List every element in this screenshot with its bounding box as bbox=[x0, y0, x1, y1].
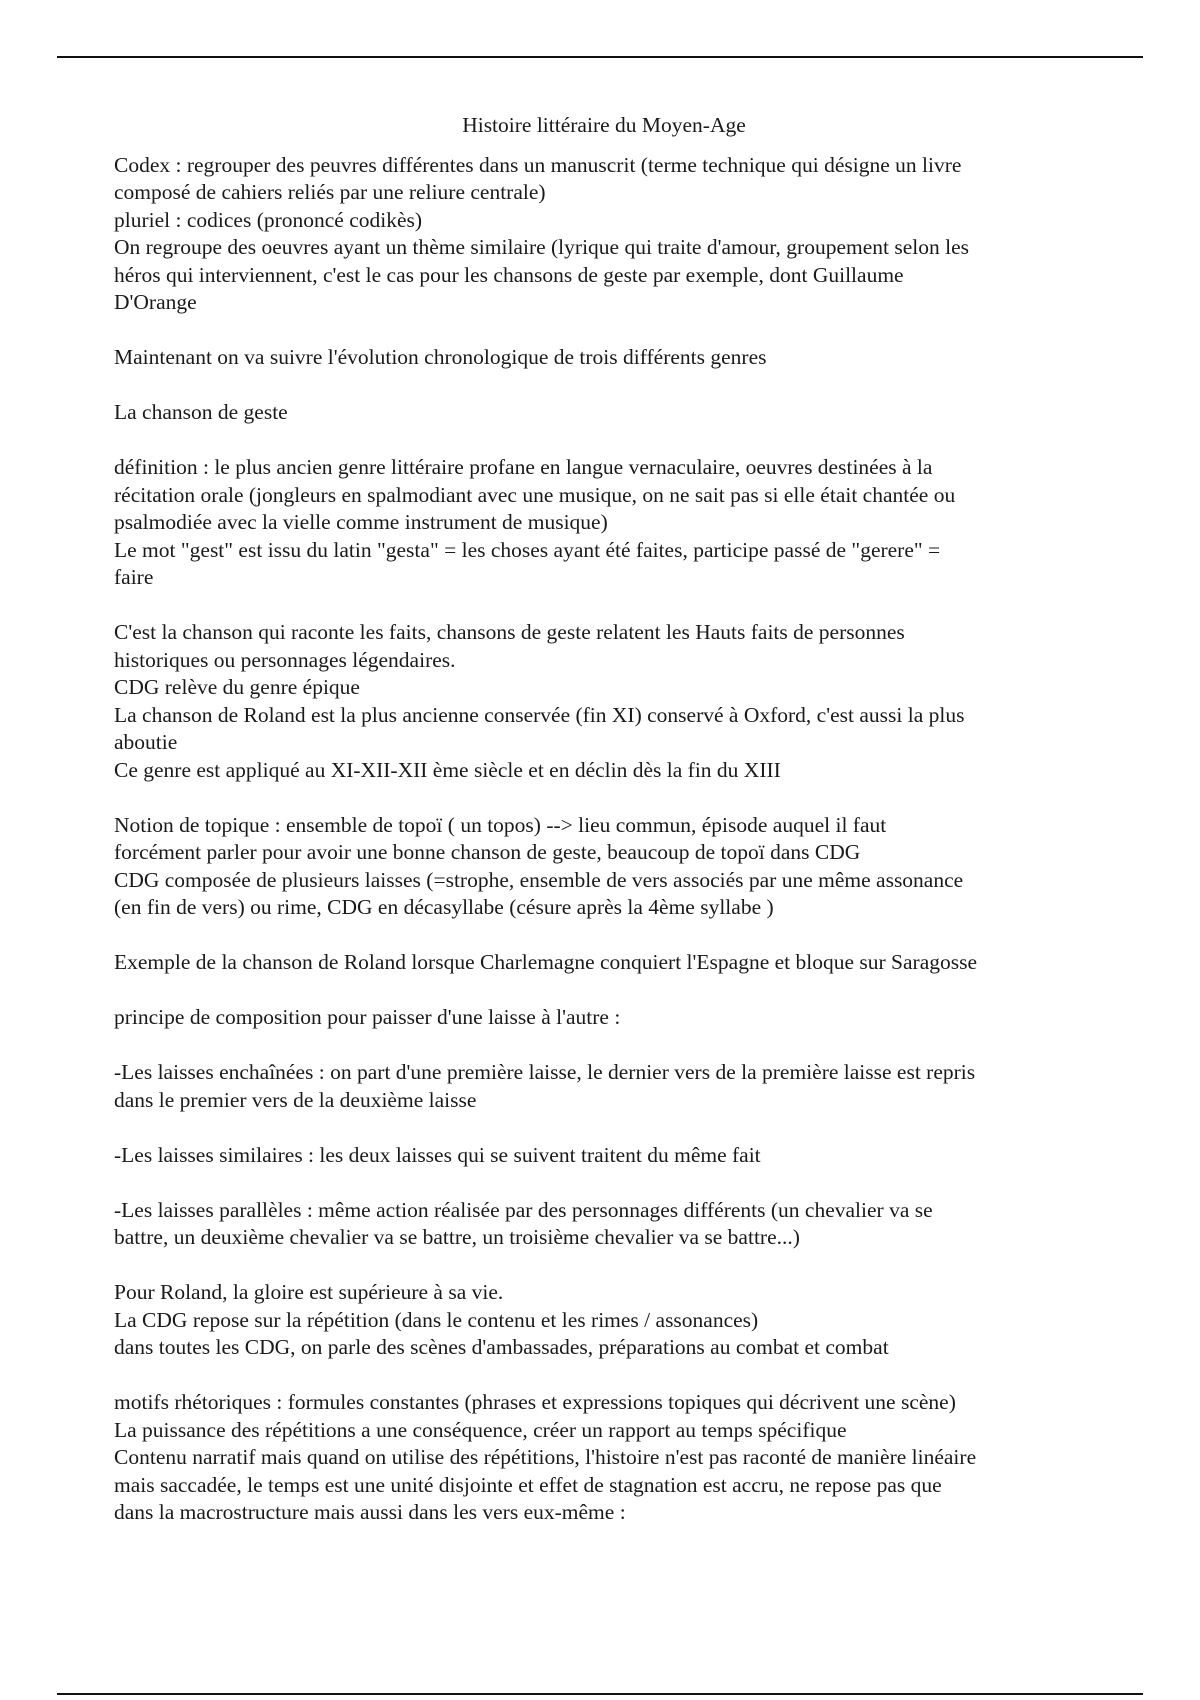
text-line: (en fin de vers) ou rime, CDG en décasyllabe (césure après la 4ème syllabe ) bbox=[114, 895, 774, 919]
text-line: définition : le plus ancien genre littéraire profane en langue vernaculaire, oeuvres destinées à la bbox=[114, 455, 933, 479]
text-line: Codex : regrouper des peuvres différentes dans un manuscrit (terme technique qui désigne un livre bbox=[114, 152, 962, 177]
paragraph bbox=[114, 1197, 1094, 1252]
text-line: forcément parler pour avoir une bonne chanson de geste, beaucoup de topoï dans CDG bbox=[114, 840, 861, 864]
text-line: aboutie bbox=[114, 730, 178, 754]
text-line: C'est la chanson qui raconte les faits, chansons de geste relatent les Hauts faits de personnes bbox=[114, 620, 905, 644]
paragraph bbox=[114, 1059, 1094, 1114]
text-line: historiques ou personnages légendaires. bbox=[114, 647, 456, 672]
text-line: On regroupe des oeuvres ayant un thème similaire (lyrique qui traite d'amour, groupement selon les bbox=[114, 235, 969, 259]
text-line: Contenu narratif mais quand on utilise des répétitions, l'histoire n'est pas raconté de manière linéaire bbox=[114, 1445, 977, 1469]
top-rule bbox=[57, 56, 1143, 58]
paragraph bbox=[114, 1389, 1094, 1527]
text-line: motifs rhétoriques : formules constantes (phrases et expressions topiques qui décrivent une scène) bbox=[114, 1390, 956, 1414]
text-line: La chanson de Roland est la plus ancienne conservée (fin XI) conservé à Oxford, c'est aussi la plus bbox=[114, 702, 965, 727]
text-line: Exemple de la chanson de Roland lorsque Charlemagne conquiert l'Espagne et bloque sur Saragosse bbox=[114, 950, 978, 974]
text-line: CDG composée de plusieurs laisses (=strophe, ensemble de vers associés par une même assonance bbox=[114, 867, 964, 892]
bottom-rule bbox=[57, 1693, 1143, 1695]
text-line: Pour Roland, la gloire est supérieure à sa vie. bbox=[114, 1280, 504, 1304]
text-line: CDG relève du genre épique bbox=[114, 675, 360, 699]
text-line: D'Orange bbox=[114, 290, 197, 314]
text-line: faire bbox=[114, 565, 154, 589]
text-line: -Les laisses parallèles : même action réalisée par des personnages différents (un chevalier va se bbox=[114, 1197, 933, 1222]
text-line: Maintenant on va suivre l'évolution chronologique de trois différents genres bbox=[114, 345, 767, 369]
text-line: dans le premier vers de la deuxième laisse bbox=[114, 1087, 477, 1112]
text-line: récitation orale (jongleurs en spalmodiant avec une musique, on ne sait pas si elle était chantée ou bbox=[114, 482, 956, 507]
text-line: dans la macrostructure mais aussi dans les vers eux-même : bbox=[114, 1500, 626, 1524]
text-line: -Les laisses similaires : les deux laisses qui se suivent traitent du même fait bbox=[114, 1142, 761, 1167]
document-content bbox=[114, 152, 1094, 1527]
paragraph bbox=[114, 812, 1094, 922]
text-line: -Les laisses enchaînées : on part d'une première laisse, le dernier vers de la première laisse est repris bbox=[114, 1060, 976, 1084]
text-line: pluriel : codices (prononcé codikès) bbox=[114, 207, 423, 232]
paragraph bbox=[114, 399, 1094, 427]
paragraph bbox=[114, 1142, 1094, 1170]
text-line: héros qui interviennent, c'est le cas pour les chansons de geste par exemple, dont Guillaume bbox=[114, 262, 904, 287]
text-line: mais saccadée, le temps est une unité disjointe et effet de stagnation est accru, ne repose pas que bbox=[114, 1472, 942, 1497]
text-line: composé de cahiers reliés par une reliure centrale) bbox=[114, 180, 546, 204]
text-line: Le mot "gest" est issu du latin "gesta" = les choses ayant été faites, participe passé de "gerere" = bbox=[114, 537, 941, 562]
text-line: principe de composition pour paisser d'une laisse à l'autre : bbox=[114, 1005, 621, 1029]
text-line: La chanson de geste bbox=[114, 400, 288, 424]
text-line: La CDG repose sur la répétition (dans le contenu et les rimes / assonances) bbox=[114, 1307, 759, 1332]
text-line: Notion de topique : ensemble de topoï ( un topos) --> lieu commun, épisode auquel il faut bbox=[114, 812, 887, 837]
paragraph bbox=[114, 1004, 1094, 1032]
text-line: psalmodiée avec la vielle comme instrument de musique) bbox=[114, 510, 608, 534]
text-line: Ce genre est appliqué au XI-XII-XII ème siècle et en déclin dès la fin du XIII bbox=[114, 757, 781, 782]
paragraph bbox=[114, 454, 1094, 592]
text-line: dans toutes les CDG, on parle des scènes d'ambassades, préparations au combat et combat bbox=[114, 1335, 889, 1359]
text-line: battre, un deuxième chevalier va se battre, un troisième chevalier va se battre...) bbox=[114, 1225, 800, 1249]
paragraph bbox=[114, 949, 1094, 977]
paragraph bbox=[114, 619, 1094, 784]
paragraph bbox=[114, 344, 1094, 372]
paragraph bbox=[114, 152, 1094, 317]
page-title: Histoire littéraire du Moyen-Age bbox=[462, 113, 746, 137]
page-body bbox=[114, 112, 1094, 1527]
text-line: La puissance des répétitions a une conséquence, créer un rapport au temps spécifique bbox=[114, 1417, 847, 1442]
paragraph bbox=[114, 1279, 1094, 1362]
